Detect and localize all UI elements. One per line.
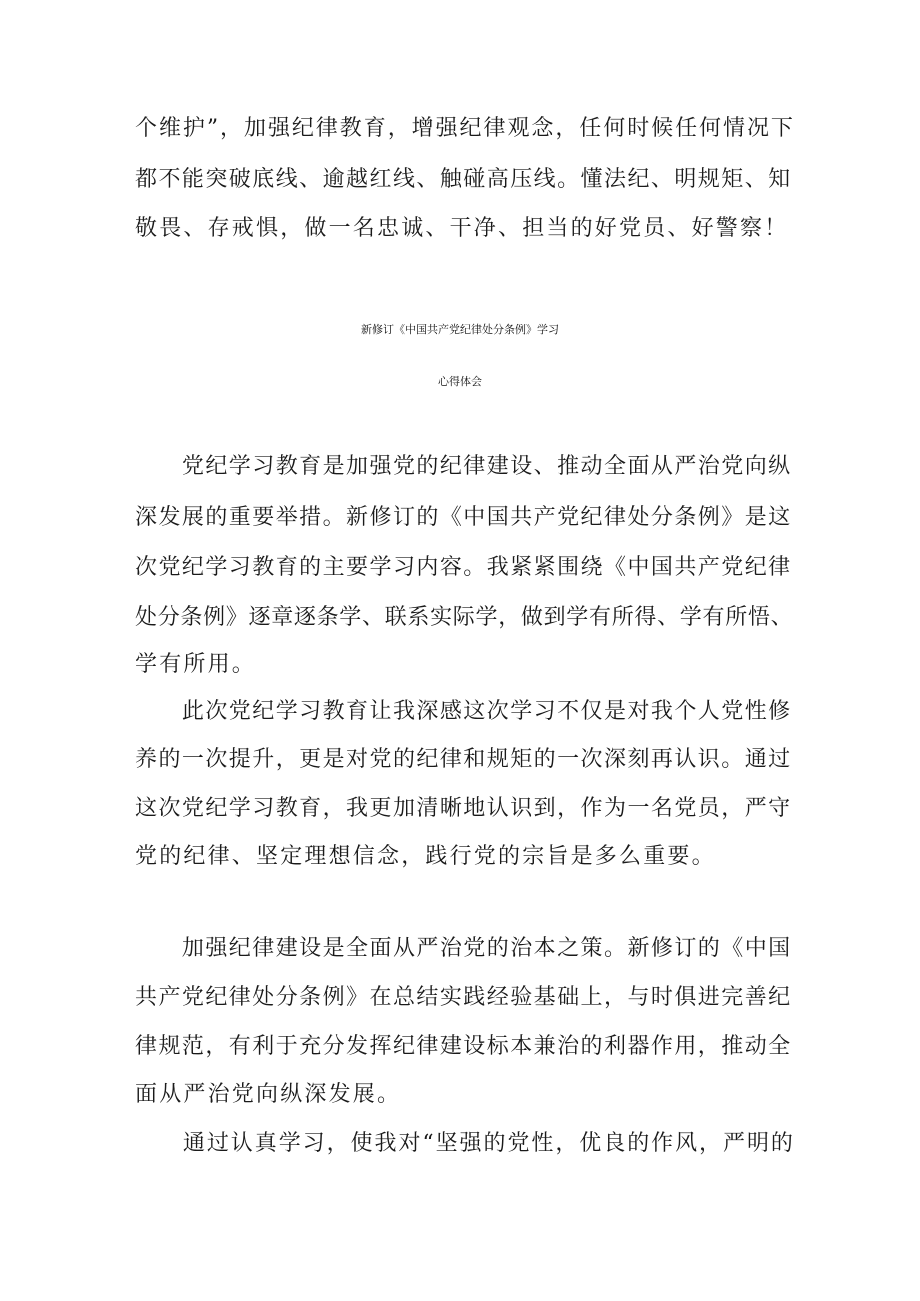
paragraph-1-line-4: 处分条例》逐章逐条学、联系实际学，做到学有所得、学有所悟、 [135, 605, 794, 630]
paragraph-1-line-5: 学有所用。 [135, 652, 257, 677]
intro-line-1: 个维护”，加强纪律教育，增强纪律观念，任何时候任何情况下 [135, 116, 795, 141]
paragraph-2-line-2: 养的一次提升，更是对党的纪律和规矩的一次深刻再认识。通过 [135, 747, 792, 772]
paragraph-2-line-1: 此次党纪学习教育让我深感这次学习不仅是对我个人党性修 [135, 699, 792, 724]
paragraph-3-line-1: 加强纪律建设是全面从严治党的治本之策。新修订的《中国 [135, 936, 792, 961]
paragraph-3-line-3: 律规范，有利于充分发挥纪律建设标本兼治的利器作用，推动全 [135, 1034, 792, 1059]
paragraph-2-line-3: 这次党纪学习教育，我更加清晰地认识到，作为一名党员，严守 [135, 796, 792, 821]
paragraph-4-line-1: 通过认真学习，使我对“坚强的党性，优良的作风，严明的 [135, 1131, 795, 1156]
document-title-line-2: 心得体会 [438, 375, 482, 388]
paragraph-3-line-2: 共产党纪律处分条例》在总结实践经验基础上，与时俱进完善纪 [135, 985, 792, 1010]
paragraph-1-line-2: 深发展的重要举措。新修订的《中国共产党纪律处分条例》是这 [135, 505, 792, 530]
intro-line-2: 都不能突破底线、逾越红线、触碰高压线。懂法纪、明规矩、知 [135, 167, 792, 192]
paragraph-1-line-1: 党纪学习教育是加强党的纪律建设、推动全面从严治党向纵 [135, 454, 792, 479]
paragraph-1-line-3: 次党纪学习教育的主要学习内容。我紧紧围绕《中国共产党纪律 [135, 555, 792, 580]
intro-line-3: 敬畏、存戒惧，做一名忠诚、干净、担当的好党员、好警察！ [135, 216, 789, 241]
document-title-line-1: 新修订《中国共产党纪律处分条例》学习 [361, 323, 559, 336]
paragraph-2-line-4: 党的纪律、坚定理想信念，践行党的宗旨是多么重要。 [135, 844, 716, 869]
paragraph-3-line-4: 面从严治党向纵深发展。 [135, 1082, 402, 1107]
